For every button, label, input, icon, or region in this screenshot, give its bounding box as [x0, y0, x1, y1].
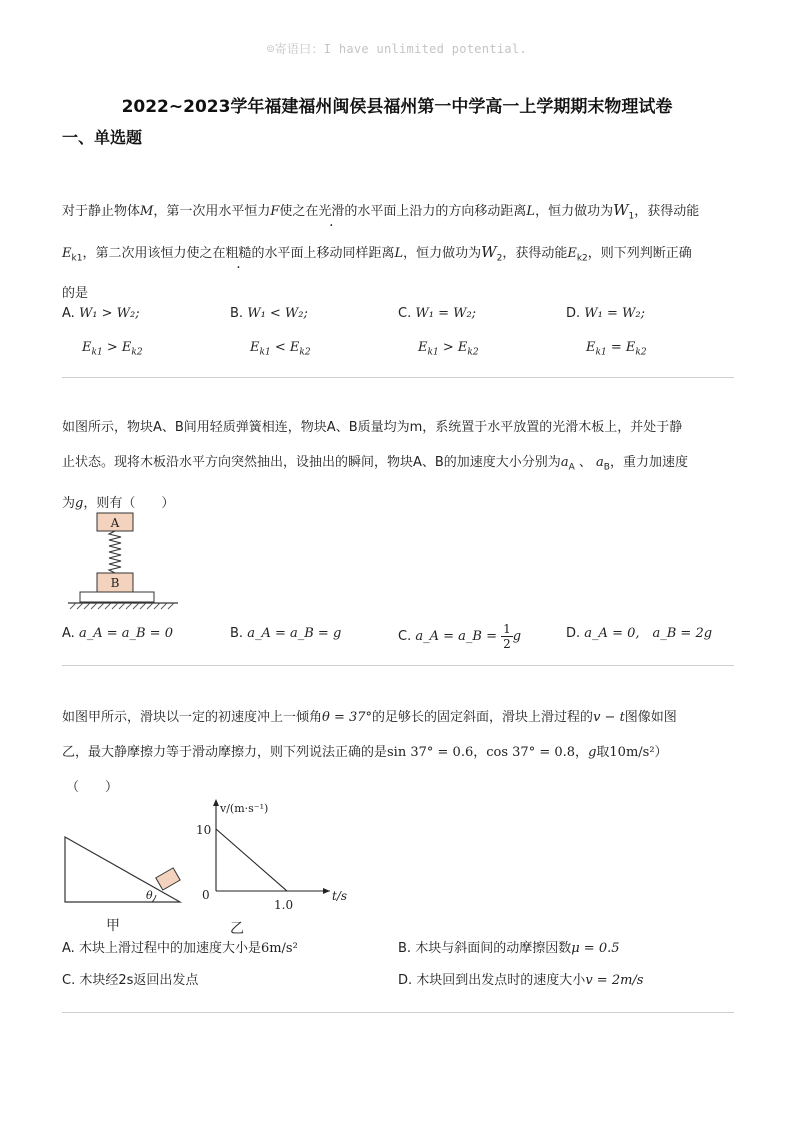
option-b[interactable]: B. W₁ < W₂; $E_{k1} < E_{k2}$: [230, 306, 311, 358]
divider: [62, 377, 734, 378]
t-axis-label: t/s: [332, 889, 348, 903]
question-2-stem: 如图所示，物块A、B间用轻质弹簧相连，物块A、B质量均为m，系统置于水平放置的光滑木板上，并处于静 止状态。现将木板沿水平方向突然抽出，设抽出的瞬间，物块A、B的加速度大小分别为$a_A$ 、 $a_B$，重力加速度 为g，则有（ ）: [62, 420, 688, 511]
section-heading: 一、单选题: [62, 128, 143, 147]
tick-1: 1.0: [274, 898, 294, 912]
incline: [65, 837, 180, 902]
tick-10: 10: [196, 823, 212, 837]
option-b[interactable]: B. 木块与斜面间的动摩擦因数μ = 0.5: [398, 941, 620, 956]
option-a[interactable]: A. a_A = a_B = 0: [62, 626, 173, 641]
emphasis-rough: 粗糙: [225, 245, 252, 261]
question-1-options: [62, 304, 734, 358]
figure-yi-label: 乙: [230, 921, 244, 937]
divider: [62, 665, 734, 666]
ground-hatching: [70, 603, 174, 609]
option-a[interactable]: A. 木块上滑过程中的加速度大小是6m/s²: [62, 941, 298, 956]
tick-0: 0: [202, 888, 210, 902]
v-axis-label: v/(m·s⁻¹): [220, 802, 269, 815]
slider-block: [156, 868, 180, 890]
t-axis-arrow: [323, 888, 330, 894]
question-2-options: [62, 622, 734, 652]
option-d[interactable]: D. 木块回到出发点时的速度大小v = 2m/s: [398, 973, 644, 988]
option-c[interactable]: C. a_A = a_B = $\frac{1}{2}$ g: [398, 622, 522, 651]
question-3-stem: 如图甲所示，滑块以一定的初速度冲上一倾角θ = 37°的足够长的固定斜面，滑块上滑过程的v − t图像如图 乙，最大静摩擦力等于滑动摩擦力，则下列说法正确的是sin 37° = 0.6，cos 37° = 0.8，g取10m/s²） （ ）: [62, 710, 677, 795]
block-a-label: A: [110, 516, 120, 530]
spring: [109, 531, 121, 573]
angle-label: θ: [146, 889, 153, 902]
wooden-board: [80, 592, 154, 602]
option-d[interactable]: D. a_A = 0, a_B = 2g: [566, 626, 713, 641]
question-3-options: [62, 938, 734, 998]
block-b-label: B: [110, 576, 120, 590]
fraction-half: $\frac{1}{2}$: [503, 622, 511, 651]
divider: [62, 1012, 734, 1013]
page-title: 2022~2023学年福建福州闽侯县福州第一中学高一上学期期末物理试卷: [121, 97, 673, 117]
figure-jia-label: 甲: [106, 918, 120, 934]
spring-blocks-figure: [64, 510, 184, 616]
vt-line: [216, 829, 287, 891]
question-1-stem: 对于静止物体M，第一次用水平恒力F使之在光滑的水平面上沿力的方向移动距离L，恒力做功为$W_1$，获得动能 $E_{k1}$，第二次用该恒力使之在粗糙的水平面上移动同样距离L，恒力做功为$W_2$，获得动能$E_{k2}$，则下列判断正确 的是: [62, 201, 700, 302]
emphasis-smooth: 光滑: [318, 204, 345, 219]
option-b[interactable]: B. a_A = a_B = g: [230, 626, 342, 641]
option-d[interactable]: D. W₁ = W₂; $E_{k1} = E_{k2}$: [566, 306, 647, 358]
watermark: ☺寄语曰：I have unlimited potential.: [267, 42, 527, 56]
option-c[interactable]: C. 木块经2s返回出发点: [62, 973, 199, 988]
v-axis-arrow: [213, 799, 219, 806]
option-a[interactable]: A. W₁ > W₂; $E_{k1} > E_{k2}$: [62, 306, 143, 358]
option-c[interactable]: C. W₁ = W₂; $E_{k1} > E_{k2}$: [398, 306, 479, 358]
incline-and-vt-figure: [62, 795, 362, 940]
